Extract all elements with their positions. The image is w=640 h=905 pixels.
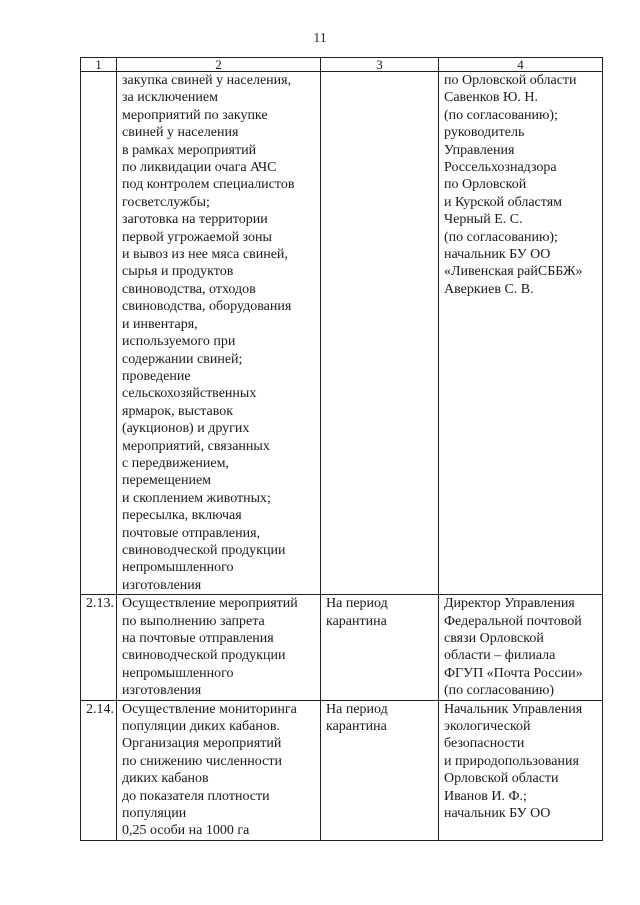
measure-cell: Осуществление мониторинга популяции диких кабанов. Организация мероприятий по снижению численности диких кабанов до показателя плотности популяции 0,25 особи на 1000 га [117, 700, 321, 840]
header-cell: 1 [81, 58, 117, 72]
row-number: 2.13. [81, 595, 117, 700]
period-cell [321, 72, 439, 595]
period-cell: На период карантина [321, 700, 439, 840]
measure-cell: закупка свиней у населения, за исключением мероприятий по закупке свиней у населения в рамках мероприятий по ликвидации очага АЧС под контролем специалистов госветслужбы; заготовка на территории первой угрожаемой зоны и вывоз из нее мяса свиней, сырья и продуктов свиноводства, отходов свиноводства, оборудования и инвентаря, используемого при содержании свиней; проведение сельскохозяйственных ярмарок, выставок (аукционов) и других мероприятий, связанных с передвижением, перемещением и скоплением животных; пересылка, включая почтовые отправления, свиноводческой продукции непромышленного изготовления [117, 72, 321, 595]
header-cell: 4 [439, 58, 603, 72]
table-header-row [81, 58, 603, 72]
page-number: 11 [313, 31, 327, 46]
measure-cell: Осуществление мероприятий по выполнению запрета на почтовые отправления свиноводческой продукции непромышленного изготовления [117, 595, 321, 700]
table-row [81, 595, 603, 700]
table-row [81, 72, 603, 595]
table-row [81, 700, 603, 840]
row-number [81, 72, 117, 595]
period-cell: На период карантина [321, 595, 439, 700]
responsible-cell: Директор Управления Федеральной почтовой связи Орловской области – филиала ФГУП «Почта России» (по согласованию) [439, 595, 603, 700]
row-number: 2.14. [81, 700, 117, 840]
header-cell: 2 [117, 58, 321, 72]
header-cell: 3 [321, 58, 439, 72]
responsible-cell: Начальник Управления экологической безопасности и природопользования Орловской области Иванов И. Ф.; начальник БУ ОО [439, 700, 603, 840]
responsible-cell: по Орловской области Савенков Ю. Н. (по согласованию); руководитель Управления Россельхознадзора по Орловской и Курской областям Черный Е. С. (по согласованию); начальник БУ ОО «Ливенская райСББЖ» Аверкиев С. В. [439, 72, 603, 595]
measures-table [80, 57, 603, 841]
